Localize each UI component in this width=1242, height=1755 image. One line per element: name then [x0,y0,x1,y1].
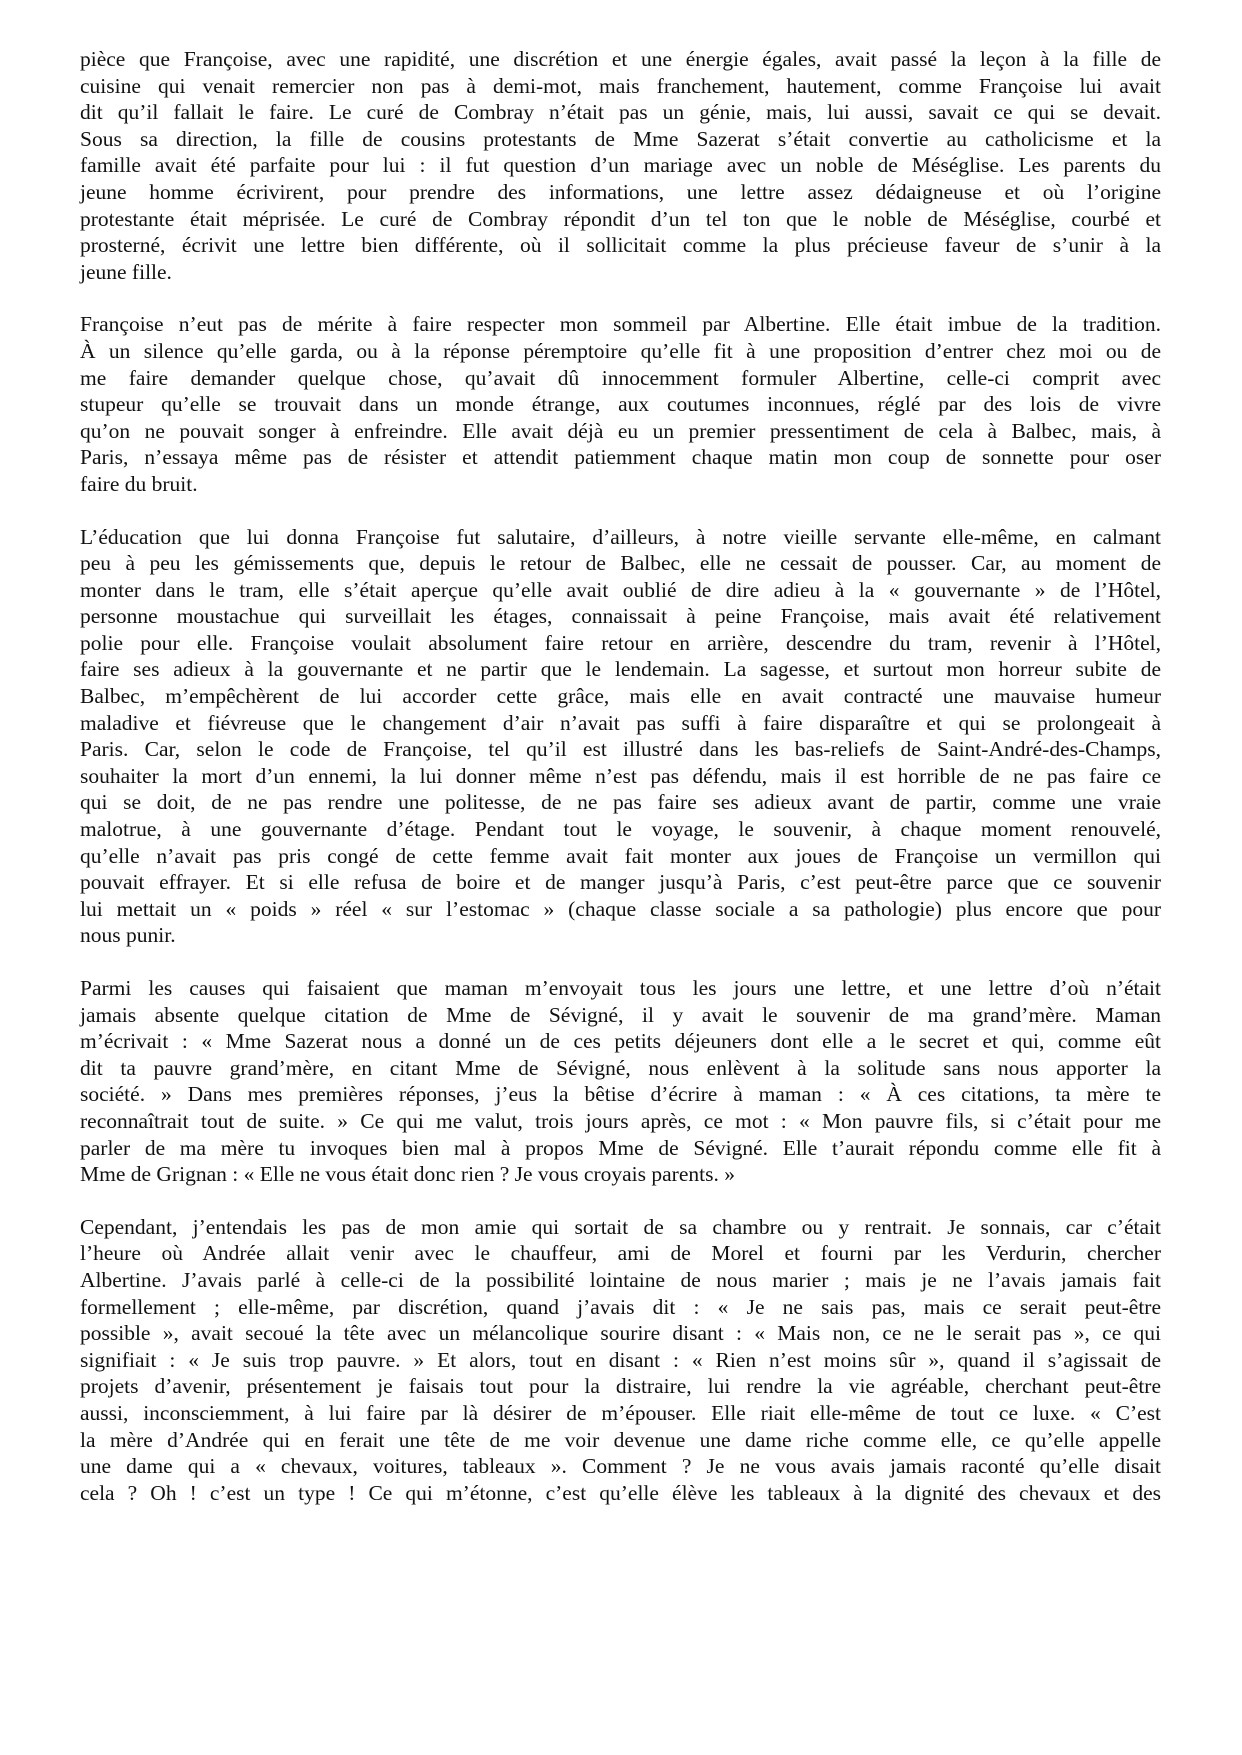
text-line: peu à peu les gémissements que, depuis le retour de Balbec, elle ne cessait de pousser. Car, au moment de [80,551,1161,576]
text-line: Françoise n’eut pas de mérite à faire respecter mon sommeil par Albertine. Elle était imbue de la tradition. [80,312,1161,337]
text-line: Balbec, m’empêchèrent de lui accorder cette grâce, mais elle en avait contracté une mauvaise humeur [80,684,1161,709]
text-line: souhaiter la mort d’un ennemi, la lui donner même n’est pas défendu, mais il est horrible de ne pas faire ce [80,763,1161,788]
text-line: la mère d’Andrée qui en ferait une tête de me voir devenue une dame riche comme elle, ce qu’elle appelle [80,1427,1161,1452]
paragraph [80,1214,1161,1507]
text-line: Cependant, j’entendais les pas de mon amie qui sortait de sa chambre ou y rentrait. Je sonnais, car c’était [80,1214,1161,1239]
paragraph [80,975,1161,1188]
text-line: faire du bruit. [80,471,198,496]
text-line: Albertine. J’avais parlé à celle-ci de la possibilité lointaine de nous marier ; mais je ne l’avais jamais fait [80,1267,1161,1292]
text-line: qu’elle n’avait pas pris congé de cette femme avait fait monter aux joues de Françoise un vermillon qui [80,843,1161,868]
text-line: m’écrivait : « Mme Sazerat nous a donné un de ces petits déjeuners dont elle a le secret et qui, comme eût [80,1029,1161,1054]
text-line: nous punir. [80,923,176,948]
text-line: Paris. Car, selon le code de Françoise, tel qu’il est illustré dans les bas-reliefs de Saint-André-des-Champs, [80,737,1161,762]
text-line: me faire demander quelque chose, qu’avait dû innocemment formuler Albertine, celle-ci comprit avec [80,365,1161,390]
text-line: Sous sa direction, la fille de cousins protestants de Mme Sazerat s’était convertie au catholicisme et la [80,126,1161,151]
text-line: Paris, n’essaya même pas de résister et attendit patiemment chaque matin mon coup de sonnette pour oser [80,445,1161,470]
text-line: L’éducation que lui donna Françoise fut salutaire, d’ailleurs, à notre vieille servante elle-même, en calmant [80,524,1161,549]
paragraph [80,524,1161,950]
text-line: Mme de Grignan : « Elle ne vous était donc rien ? Je vous croyais parents. » [80,1162,735,1187]
text-line: dit qu’il fallait le faire. Le curé de Combray n’était pas un génie, mais, lui aussi, savait ce qui se devait. [80,100,1161,125]
text-line: protestante était méprisée. Le curé de Combray répondit d’un tel ton que le noble de Méséglise, courbé et [80,206,1161,231]
text-line: maladive et fiévreuse que le changement d’air n’avait pas suffi à faire disparaître et qui se prolongeait à [80,710,1161,735]
text-line: polie pour elle. Françoise voulait absolument faire retour en arrière, descendre du tram, revenir à l’Hôtel, [80,630,1161,655]
text-line: jeune fille. [80,259,172,284]
text-line: prosterné, écrivit une lettre bien différente, où il sollicitait comme la plus précieuse faveur de s’unir à la [80,233,1161,258]
text-line: formellement ; elle-même, par discrétion, quand j’avais dit : « Je ne sais pas, mais ce serait peut-être [80,1294,1161,1319]
text-line: cela ? Oh ! c’est un type ! Ce qui m’étonne, c’est qu’elle élève les tableaux à la dignité des chevaux et des [80,1480,1161,1505]
text-line: faire ses adieux à la gouvernante et ne partir que le lendemain. La sagesse, et surtout mon horreur subite de [80,657,1161,682]
paragraph [80,311,1161,497]
text-line: À un silence qu’elle garda, ou à la réponse péremptoire qu’elle fit à une proposition d’entrer chez moi ou de [80,338,1161,363]
text-line: qu’on ne pouvait songer à enfreindre. Elle avait déjà eu un premier pressentiment de cela à Balbec, mais, à [80,418,1161,443]
text-line: pouvait effrayer. Et si elle refusa de boire et de manger jusqu’à Paris, c’est peut-être parce que ce souvenir [80,870,1161,895]
text-line: pièce que Françoise, avec une rapidité, une discrétion et une énergie égales, avait passé la leçon à la fille de [80,47,1161,71]
text-line: cuisine qui venait remercier non pas à demi-mot, mais franchement, hautement, comme Françoise lui avait [80,73,1161,98]
text-line: l’heure où Andrée allait venir avec le chauffeur, ami de Morel et fourni par les Verdurin, chercher [80,1241,1161,1266]
text-line: société. » Dans mes premières réponses, j’eus la bêtise d’écrire à maman : « À ces citations, ta mère te [80,1082,1161,1107]
text-line: dit ta pauvre grand’mère, en citant Mme de Sévigné, nous enlèvent à la solitude sans nous apporter la [80,1055,1161,1080]
text-line: possible », avait secoué la tête avec un mélancolique sourire disant : « Mais non, ce ne le serait pas », ce qui [80,1321,1161,1346]
text-line: famille avait été parfaite pour lui : il fut question d’un mariage avec un noble de Méséglise. Les parents du [80,153,1161,178]
text-line: qui se doit, de ne pas rendre une politesse, de ne pas faire ses adieux avant de partir, comme une vraie [80,790,1161,815]
text-line: monter dans le tram, elle s’était aperçue qu’elle avait oublié de dire adieu à la « gouvernante » de l’Hôtel, [80,577,1161,602]
paragraph [80,46,1161,285]
text-line: stupeur qu’elle se trouvait dans un monde étrange, aux coutumes inconnues, réglé par des lois de vivre [80,392,1161,417]
text-line: aussi, inconsciemment, à lui faire par là désirer de m’épouser. Elle riait elle-même de tout ce luxe. « C’est [80,1400,1161,1425]
text-line: une dame qui a « chevaux, voitures, tableaux ». Comment ? Je ne vous avais jamais raconté qu’elle disait [80,1454,1161,1479]
text-line: jamais absente quelque citation de Mme de Sévigné, il y avait le souvenir de ma grand’mère. Maman [80,1002,1161,1027]
text-line: malotrue, à une gouvernante d’étage. Pendant tout le voyage, le souvenir, à chaque moment renouvelé, [80,817,1161,842]
text-line: jeune homme écrivirent, pour prendre des informations, une lettre assez dédaigneuse et où l’origine [80,179,1161,204]
text-line: Parmi les causes qui faisaient que maman m’envoyait tous les jours une lettre, et une lettre d’où n’était [80,976,1161,1000]
text-line: reconnaîtrait tout de suite. » Ce qui me valut, trois jours après, ce mot : « Mon pauvre fils, si c’était pour me [80,1108,1161,1133]
text-line: signifiait : « Je suis trop pauvre. » Et alors, tout en disant : « Rien n’est moins sûr », quand il s’agissait de [80,1347,1161,1372]
text-line: lui mettait un « poids » réel « sur l’estomac » (chaque classe sociale a sa pathologie) plus encore que pour [80,896,1161,921]
text-line: projets d’avenir, présentement je faisais tout pour la distraire, lui rendre la vie agréable, cherchant peut-être [80,1374,1161,1399]
text-line: parler de ma mère tu invoques bien mal à propos Mme de Sévigné. Elle t’aurait répondu comme elle fit à [80,1135,1161,1160]
document-page [80,46,1161,1532]
text-line: personne moustachue qui surveillait les étages, connaissait à peine Françoise, mais avait été relativement [80,604,1161,629]
